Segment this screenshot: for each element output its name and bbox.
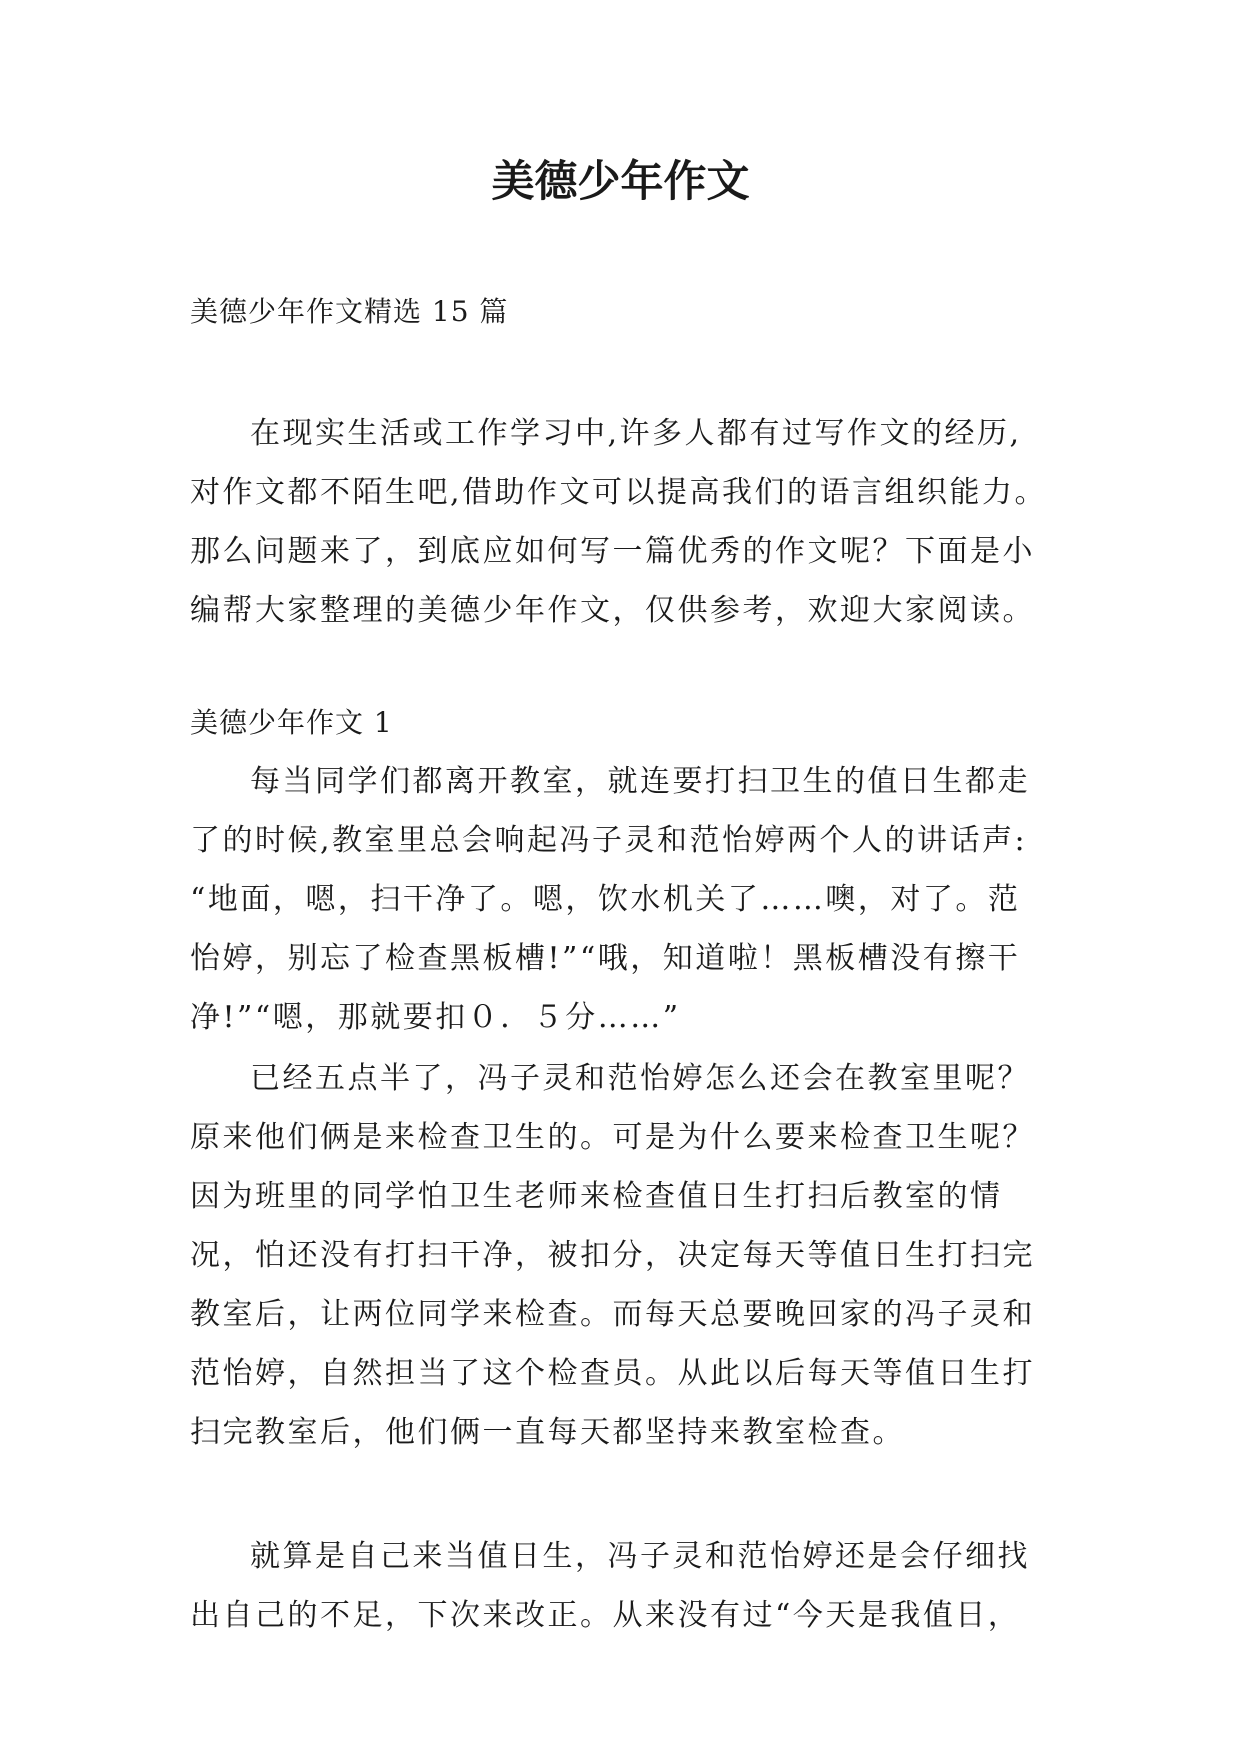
section-heading: 美德少年作文 1 (190, 706, 393, 739)
document-title: 美德少年作文 (491, 157, 750, 207)
intro-line: 对作文都不陌生吧,借助作文可以提高我们的语言组织能力。 (190, 475, 1048, 510)
paragraph-line: 教室后，让两位同学来检查。而每天总要晚回家的冯子灵和 (190, 1297, 1035, 1332)
body-paragraph-2 (190, 1049, 1060, 1462)
paragraph-line: 扫完教室后，他们俩一直每天都坚持来教室检查。 (190, 1415, 905, 1450)
body-paragraph-1 (190, 752, 1060, 1047)
paragraph-line: 原来他们俩是来检查卫生的。可是为什么要来检查卫生呢？ (190, 1120, 1035, 1155)
paragraph-line: 了的时候,教室里总会响起冯子灵和范怡婷两个人的讲话声: (190, 823, 1028, 858)
paragraph-line: 出自己的不足，下次来改正。从来没有过“今天是我值日， (190, 1598, 1021, 1633)
intro-paragraph (190, 404, 1060, 640)
document-subtitle: 美德少年作文精选 15 篇 (190, 295, 509, 328)
paragraph-line: 每当同学们都离开教室，就连要打扫卫生的值日生都走 (250, 764, 1030, 799)
paragraph-line: 就算是自己来当值日生，冯子灵和范怡婷还是会仔细找 (250, 1539, 1030, 1574)
paragraph-line: 范怡婷，自然担当了这个检查员。从此以后每天等值日生打 (190, 1356, 1035, 1391)
intro-line: 编帮大家整理的美德少年作文，仅供参考，欢迎大家阅读。 (190, 593, 1035, 628)
paragraph-line: 况，怕还没有打扫干净，被扣分，决定每天等值日生打扫完 (190, 1238, 1035, 1273)
intro-line: 那么问题来了，到底应如何写一篇优秀的作文呢？下面是小 (190, 534, 1035, 569)
intro-line: 在现实生活或工作学习中,许多人都有过写作文的经历, (250, 416, 1022, 451)
paragraph-line: “地面，嗯，扫干净了。嗯，饮水机关了……噢，对了。范 (190, 882, 1021, 917)
paragraph-line: 已经五点半了，冯子灵和范怡婷怎么还会在教室里呢？ (250, 1061, 1030, 1096)
paragraph-line: 怡婷，别忘了检查黑板槽!”“哦，知道啦！黑板槽没有擦干 (190, 941, 1021, 976)
paragraph-line: 因为班里的同学怕卫生老师来检查值日生打扫后教室的情 (190, 1179, 1003, 1214)
body-paragraph-3 (190, 1527, 1060, 1645)
paragraph-line: 净!”“嗯，那就要扣０．５分……” (190, 1000, 681, 1035)
